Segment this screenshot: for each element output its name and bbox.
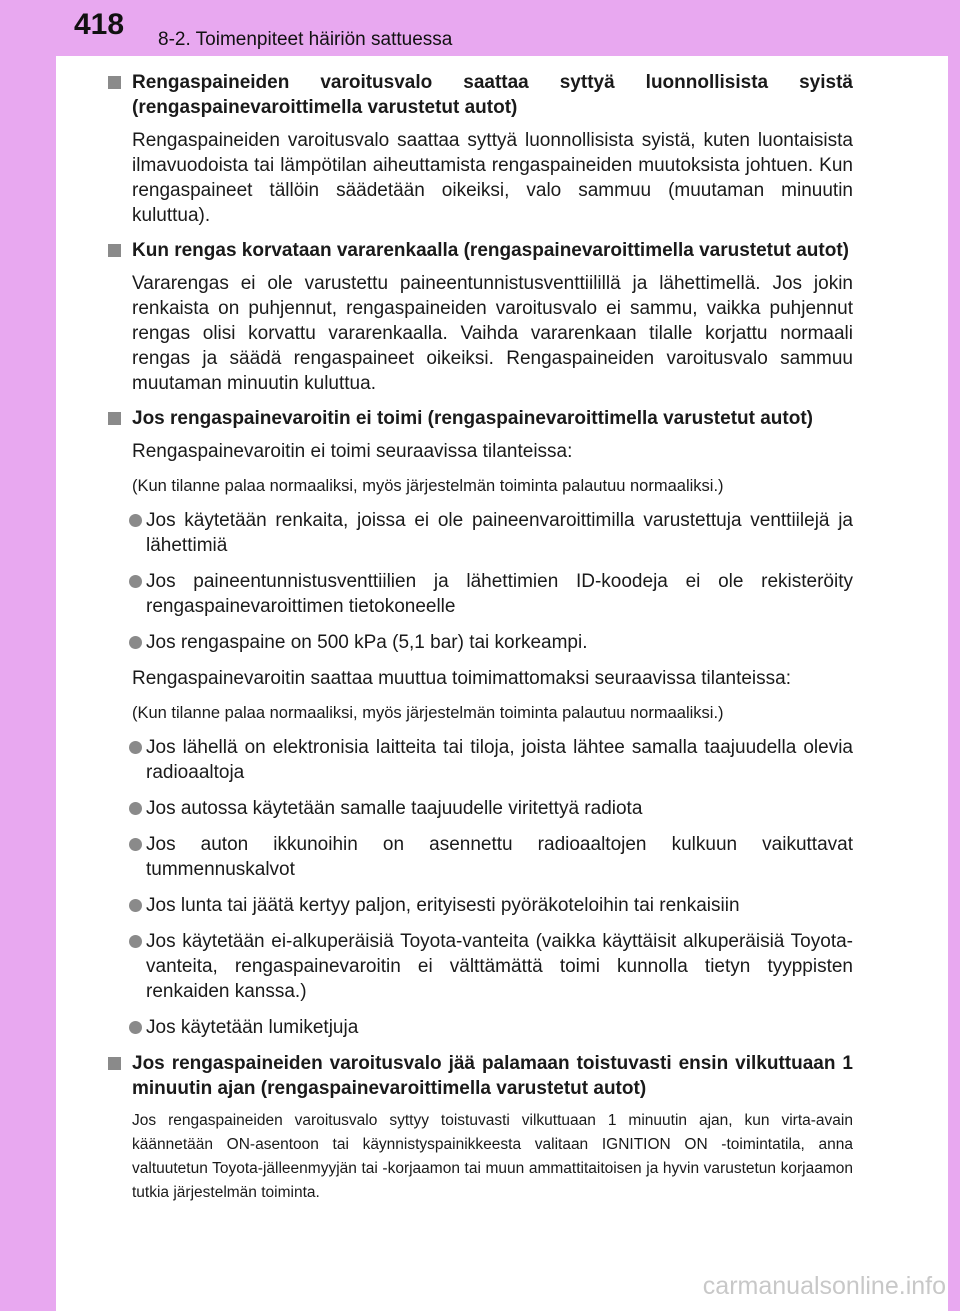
round-bullet-icon bbox=[129, 1021, 142, 1034]
section-heading: Kun rengas korvataan vararenkaalla (rengaspainevaroittimella varustetut autot) bbox=[108, 238, 853, 263]
watermark: carmanualsonline.info bbox=[702, 1272, 946, 1300]
round-bullet-icon bbox=[129, 802, 142, 815]
list-item: Jos lunta tai jäätä kertyy paljon, erityisesti pyöräkoteloihin tai renkaisiin bbox=[108, 893, 853, 918]
list-item: Jos rengaspaine on 500 kPa (5,1 bar) tai korkeampi. bbox=[108, 630, 853, 655]
list-item: Jos autossa käytetään samalle taajuudelle viritettyä radiota bbox=[108, 796, 853, 821]
section-heading: Rengaspaineiden varoitusvalo saattaa syttyä luonnollisista syistä (rengaspainevaroittimella varustetut autot) bbox=[108, 70, 853, 120]
round-bullet-icon bbox=[129, 636, 142, 649]
square-bullet-icon bbox=[108, 1057, 121, 1070]
round-bullet-icon bbox=[129, 514, 142, 527]
list-item: Jos lähellä on elektronisia laitteita tai tiloja, joista lähtee samalla taajuudella olevia radioaaltoja bbox=[108, 735, 853, 785]
section-intro: Rengaspainevaroitin saattaa muuttua toimimattomaksi seuraavissa tilanteissa: bbox=[132, 668, 791, 689]
section-body: Rengaspaineiden varoitusvalo saattaa syttyä luonnollisista syistä, kuten luontaisista ilmavuodoista tai lämpötilan aiheuttamista rengaspaineiden muutoksista johtuen. Kun rengaspaineet tällöin säädetään oikeiksi, valo sammuu (muutaman minuutin kuluttua). bbox=[132, 130, 853, 226]
section-note: (Kun tilanne palaa normaaliksi, myös järjestelmän toiminta palautuu normaaliksi.) bbox=[132, 704, 724, 722]
page-number: 418 bbox=[74, 8, 125, 41]
round-bullet-icon bbox=[129, 935, 142, 948]
list-item: Jos paineentunnistusventtiilien ja lähettimien ID-koodeja ei ole rekisteröity rengaspainevaroittimen tietokoneelle bbox=[108, 569, 853, 619]
section-title: 8-2. Toimenpiteet häiriön sattuessa bbox=[158, 29, 453, 50]
square-bullet-icon bbox=[108, 412, 121, 425]
section-body: Jos rengaspaineiden varoitusvalo syttyy toistuvasti vilkuttuaan 1 minuutin ajan, kun virta-avain käännetään ON-asentoon tai käynnistyspainikkeesta valitaan IGNITION ON -toimintatila, anna valtuutetun Toyota-jälleenmyyjän tai -korjaamon tai muun ammattitaitoisen ja hyvin varustetun korjaamon tutkia järjestelmän toiminta. bbox=[132, 1112, 853, 1201]
section-note: (Kun tilanne palaa normaaliksi, myös järjestelmän toiminta palautuu normaaliksi.) bbox=[132, 477, 724, 495]
list-item: Jos käytetään lumiketjuja bbox=[108, 1015, 853, 1040]
round-bullet-icon bbox=[129, 741, 142, 754]
list-item: Jos käytetään ei-alkuperäisiä Toyota-vanteita (vaikka käyttäisit alkuperäisiä Toyota-vanteita, rengaspainevaroitin ei välttämättä toimi kunnolla tietyn tyyppisten renkaiden kanssa.) bbox=[108, 929, 853, 1004]
square-bullet-icon bbox=[108, 244, 121, 257]
round-bullet-icon bbox=[129, 838, 142, 851]
section-heading: Jos rengaspaineiden varoitusvalo jää palamaan toistuvasti ensin vilkuttuaan 1 minuutin ajan (rengaspainevaroittimella varustetut autot) bbox=[108, 1051, 853, 1101]
square-bullet-icon bbox=[108, 76, 121, 89]
round-bullet-icon bbox=[129, 575, 142, 588]
list-item: Jos auton ikkunoihin on asennettu radioaaltojen kulkuun vaikuttavat tummennuskalvot bbox=[108, 832, 853, 882]
section-heading: Jos rengaspainevaroitin ei toimi (rengaspainevaroittimella varustetut autot) bbox=[108, 406, 853, 431]
page-content bbox=[108, 70, 853, 1205]
section-intro: Rengaspainevaroitin ei toimi seuraavissa tilanteissa: bbox=[132, 441, 573, 462]
round-bullet-icon bbox=[129, 899, 142, 912]
header-color-band bbox=[0, 0, 960, 56]
list-item: Jos käytetään renkaita, joissa ei ole paineenvaroittimilla varustettuja venttiilejä ja lähettimiä bbox=[108, 508, 853, 558]
section-body: Vararengas ei ole varustettu paineentunnistusventtiilillä ja lähettimellä. Jos jokin renkaista on puhjennut, rengaspaineiden varoitusvalo ei sammu, vaikka puhjennut rengas olisi korvattu vararenkaalla. Vaihda vararenkaan tilalle korjattu normaali rengas ja säädä rengaspaineet oikeiksi. Rengaspaineiden varoitusvalo sammuu muutaman minuutin kuluttua. bbox=[132, 273, 853, 394]
right-color-band bbox=[948, 0, 960, 1311]
side-color-band bbox=[0, 0, 56, 1311]
